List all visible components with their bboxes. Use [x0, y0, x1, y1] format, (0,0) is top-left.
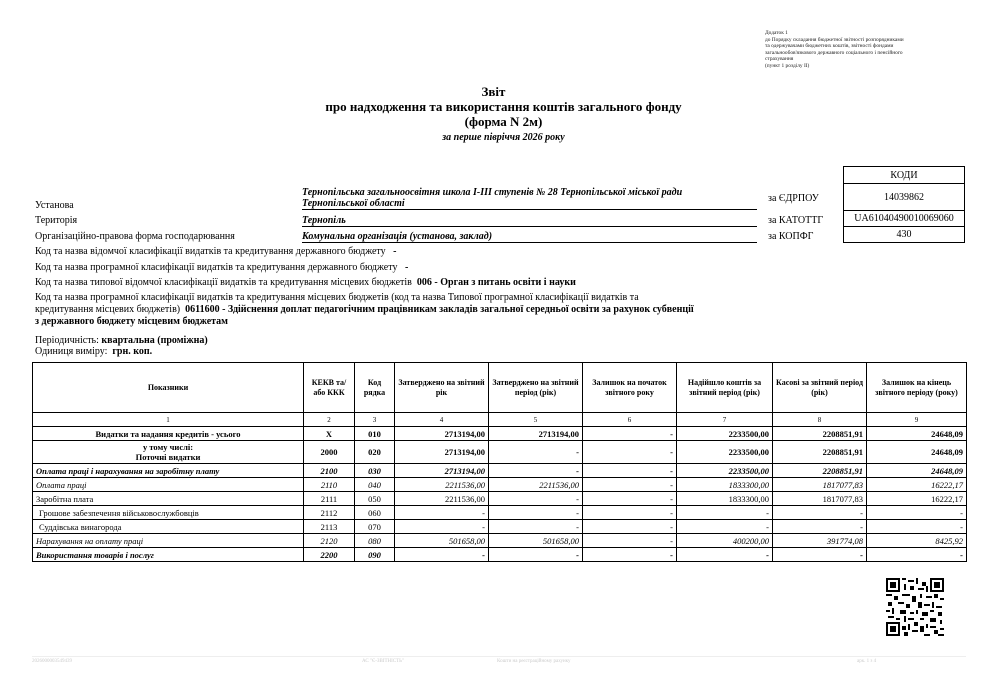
- row-name-line-1: у тому числі:: [142, 442, 194, 452]
- table-row: [33, 464, 967, 478]
- row-c7: 2233500,00: [677, 427, 773, 441]
- page-footer: [32, 656, 966, 664]
- edrpou-label: за ЄДРПОУ: [768, 193, 819, 204]
- appendix-note: [765, 30, 970, 70]
- col-number: 7: [677, 413, 773, 427]
- row-kekv: 2200: [304, 548, 355, 562]
- footer-page: арк. 1 з 4: [857, 659, 877, 664]
- row-code: 030: [355, 464, 395, 478]
- col-number: 3: [355, 413, 395, 427]
- row-kekv: 2112: [304, 506, 355, 520]
- typ-label: Код та назва типової відомчої класифікації видатків та кредитування місцевих бюджетів: [35, 277, 412, 288]
- local-label-1: Код та назва програмної класифікації видатків та кредитування місцевих бюджетів (код та назва Типової програмної класифікації видатків та: [35, 292, 639, 303]
- kopfg-code: 430: [844, 227, 965, 243]
- col-header: Касові за звітний період (рік): [773, 363, 867, 413]
- row-name: Оплата праці: [33, 478, 304, 492]
- row-c9: 24648,09: [867, 441, 967, 464]
- appendix-line: Додаток 1: [765, 30, 788, 36]
- report-table: [32, 362, 967, 562]
- column-number-row: [33, 413, 967, 427]
- appendix-line: та одержувачами бюджетних коштів, звітності фондами: [765, 43, 894, 50]
- table-row: [33, 441, 967, 464]
- row-c9: 24648,09: [867, 427, 967, 441]
- footer-doc-id: 2026000003549439: [32, 659, 72, 664]
- typ-classification: [35, 277, 576, 289]
- row-c4: -: [395, 520, 489, 534]
- col-header: Затверджено на звітний період (рік): [489, 363, 583, 413]
- row-c4: 2211536,00: [395, 492, 489, 506]
- institution-line-2: Тернопільської області: [302, 198, 405, 209]
- row-c7: 2233500,00: [677, 441, 773, 464]
- row-c8: 391774,08: [773, 534, 867, 548]
- row-name: Видатки та надання кредитів - усього: [33, 427, 304, 441]
- row-c6: -: [583, 520, 677, 534]
- row-c6: -: [583, 548, 677, 562]
- prog-value: -: [404, 262, 409, 273]
- col-number: 4: [395, 413, 489, 427]
- col-number: 8: [773, 413, 867, 427]
- institution-line-1: Тернопільська загальноосвітня школа І-ІІІ ступенів № 28 Тернопільської міської ради: [302, 187, 683, 198]
- row-name: Суддівська винагорода: [33, 520, 304, 534]
- row-name: Грошове забезпечення військовослужбовців: [33, 506, 304, 520]
- row-kekv: 2000: [304, 441, 355, 464]
- kopfg-label: за КОПФГ: [768, 231, 814, 242]
- row-code: 050: [355, 492, 395, 506]
- row-c9: -: [867, 520, 967, 534]
- territory-label: Територія: [35, 215, 78, 226]
- row-c7: 1833300,00: [677, 478, 773, 492]
- periodicity-label: Періодичність:: [35, 335, 99, 346]
- prog-classification: [35, 262, 408, 274]
- col-number: 1: [33, 413, 304, 427]
- table-row: [33, 478, 967, 492]
- row-c8: 1817077,83: [773, 492, 867, 506]
- katottg-code: UA61040490010069060: [844, 211, 965, 227]
- row-name: [33, 441, 304, 464]
- typ-value: 006 - Орган з питань освіти і науки: [416, 277, 576, 288]
- prog-label: Код та назва програмної класифікації видатків та кредитування державного бюджету: [35, 262, 398, 273]
- row-c6: -: [583, 492, 677, 506]
- row-code: 010: [355, 427, 395, 441]
- row-c6: -: [583, 427, 677, 441]
- appendix-line: страхування: [765, 56, 794, 63]
- edrpou-code: 14039862: [844, 184, 965, 211]
- col-header: Залишок на початок звітного року: [583, 363, 677, 413]
- dept-label: Код та назва відомчої класифікації видатків та кредитування державного бюджету: [35, 246, 386, 257]
- territory-value: Тернопіль: [302, 215, 757, 227]
- row-code: 090: [355, 548, 395, 562]
- row-c5: -: [489, 492, 583, 506]
- unit-label: Одиниця виміру:: [35, 346, 108, 357]
- table-row: [33, 534, 967, 548]
- row-c9: -: [867, 506, 967, 520]
- row-c5: -: [489, 548, 583, 562]
- row-c9: 24648,09: [867, 464, 967, 478]
- institution-label: Установа: [35, 200, 74, 211]
- col-header: КЕКВ та/або ККК: [304, 363, 355, 413]
- table-row: [33, 492, 967, 506]
- row-code: 080: [355, 534, 395, 548]
- row-c8: -: [773, 506, 867, 520]
- row-c4: -: [395, 548, 489, 562]
- row-c7: 400200,00: [677, 534, 773, 548]
- row-c6: -: [583, 506, 677, 520]
- row-name-line-2: Поточні видатки: [135, 452, 201, 462]
- row-c6: -: [583, 478, 677, 492]
- org-form-label: Організаційно-правова форма господарювання: [35, 231, 235, 242]
- col-number: 5: [489, 413, 583, 427]
- institution-value: [302, 187, 757, 210]
- row-kekv: 2100: [304, 464, 355, 478]
- table-row: [33, 520, 967, 534]
- appendix-line: загальнообов'язкового державного соціального і пенсійного: [765, 49, 903, 56]
- row-c5: -: [489, 441, 583, 464]
- row-kekv: 2110: [304, 478, 355, 492]
- title-line-1: Звіт: [481, 84, 506, 99]
- row-c6: -: [583, 441, 677, 464]
- row-c7: -: [677, 520, 773, 534]
- codes-header: КОДИ: [844, 167, 965, 184]
- row-c6: -: [583, 534, 677, 548]
- table-header-row: [33, 363, 967, 413]
- row-c5: 2713194,00: [489, 427, 583, 441]
- row-c9: -: [867, 548, 967, 562]
- row-kekv: X: [304, 427, 355, 441]
- appendix-line: до Порядку складання бюджетної звітності розпорядниками: [765, 36, 904, 43]
- row-c7: 1833300,00: [677, 492, 773, 506]
- row-c6: -: [583, 464, 677, 478]
- row-c4: 2713194,00: [395, 427, 489, 441]
- row-c8: 2208851,91: [773, 427, 867, 441]
- row-kekv: 2111: [304, 492, 355, 506]
- row-c7: 2233500,00: [677, 464, 773, 478]
- row-c4: 2211536,00: [395, 478, 489, 492]
- org-form-value: Комунальна організація (установа, заклад): [302, 231, 757, 243]
- row-c4: -: [395, 506, 489, 520]
- row-c4: 2713194,00: [395, 441, 489, 464]
- row-c4: 2713194,00: [395, 464, 489, 478]
- dept-classification: [35, 246, 397, 258]
- table-row: [33, 506, 967, 520]
- row-kekv: 2113: [304, 520, 355, 534]
- col-number: 9: [867, 413, 967, 427]
- footer-account: Кошти на реєстраційному рахунку: [497, 659, 571, 664]
- col-header: Надійшло коштів за звітний період (рік): [677, 363, 773, 413]
- row-c5: -: [489, 506, 583, 520]
- local-label-2: кредитування місцевих бюджетів): [35, 304, 181, 315]
- row-name: Оплата праці і нарахування на заробітну плату: [33, 464, 304, 478]
- row-code: 040: [355, 478, 395, 492]
- col-header: Код рядка: [355, 363, 395, 413]
- appendix-line: (пункт 1 розділу II): [765, 62, 810, 69]
- row-c8: -: [773, 548, 867, 562]
- col-header: Затверджено на звітний рік: [395, 363, 489, 413]
- col-number: 6: [583, 413, 677, 427]
- report-title: [0, 84, 987, 147]
- row-name: Заробітна плата: [33, 492, 304, 506]
- row-name: Використання товарів і послуг: [33, 548, 304, 562]
- col-header: Залишок на кінець звітного періоду (року): [867, 363, 967, 413]
- dept-value: -: [393, 246, 397, 257]
- row-code: 060: [355, 506, 395, 520]
- row-name: Нарахування на оплату праці: [33, 534, 304, 548]
- row-c5: 2211536,00: [489, 478, 583, 492]
- row-c5: -: [489, 520, 583, 534]
- row-c5: 501658,00: [489, 534, 583, 548]
- row-c8: 1817077,83: [773, 478, 867, 492]
- row-c4: 501658,00: [395, 534, 489, 548]
- title-line-3: (форма N 2м): [464, 114, 543, 129]
- row-c8: -: [773, 520, 867, 534]
- title-line-2: про надходження та використання коштів загального фонду: [325, 99, 682, 114]
- col-number: 2: [304, 413, 355, 427]
- unit: [35, 346, 152, 358]
- table-row: [33, 548, 967, 562]
- row-code: 070: [355, 520, 395, 534]
- report-period: за перше півріччя 2026 року: [442, 132, 565, 143]
- row-c9: 16222,17: [867, 478, 967, 492]
- row-c7: -: [677, 548, 773, 562]
- row-c8: 2208851,91: [773, 441, 867, 464]
- row-c9: 8425,92: [867, 534, 967, 548]
- local-value-2: з державного бюджету місцевим бюджетам: [35, 316, 228, 327]
- katottg-label: за КАТОТТГ: [768, 215, 824, 226]
- periodicity-value: квартальна (проміжна): [101, 335, 208, 346]
- unit-value: грн. коп.: [112, 346, 153, 357]
- row-c8: 2208851,91: [773, 464, 867, 478]
- local-classification: [35, 292, 694, 328]
- row-c7: -: [677, 506, 773, 520]
- col-header: Показники: [33, 363, 304, 413]
- row-c5: -: [489, 464, 583, 478]
- local-value-1: 0611600 - Здійснення доплат педагогічним працівникам закладів загальної середньої освіти за рахунок субвенції: [185, 304, 694, 315]
- row-code: 020: [355, 441, 395, 464]
- row-c9: 16222,17: [867, 492, 967, 506]
- table-row: [33, 427, 967, 441]
- codes-table: [843, 166, 965, 243]
- qr-code-icon: [886, 578, 944, 636]
- footer-system: АС "Є-ЗВІТНІСТЬ": [362, 659, 405, 664]
- row-kekv: 2120: [304, 534, 355, 548]
